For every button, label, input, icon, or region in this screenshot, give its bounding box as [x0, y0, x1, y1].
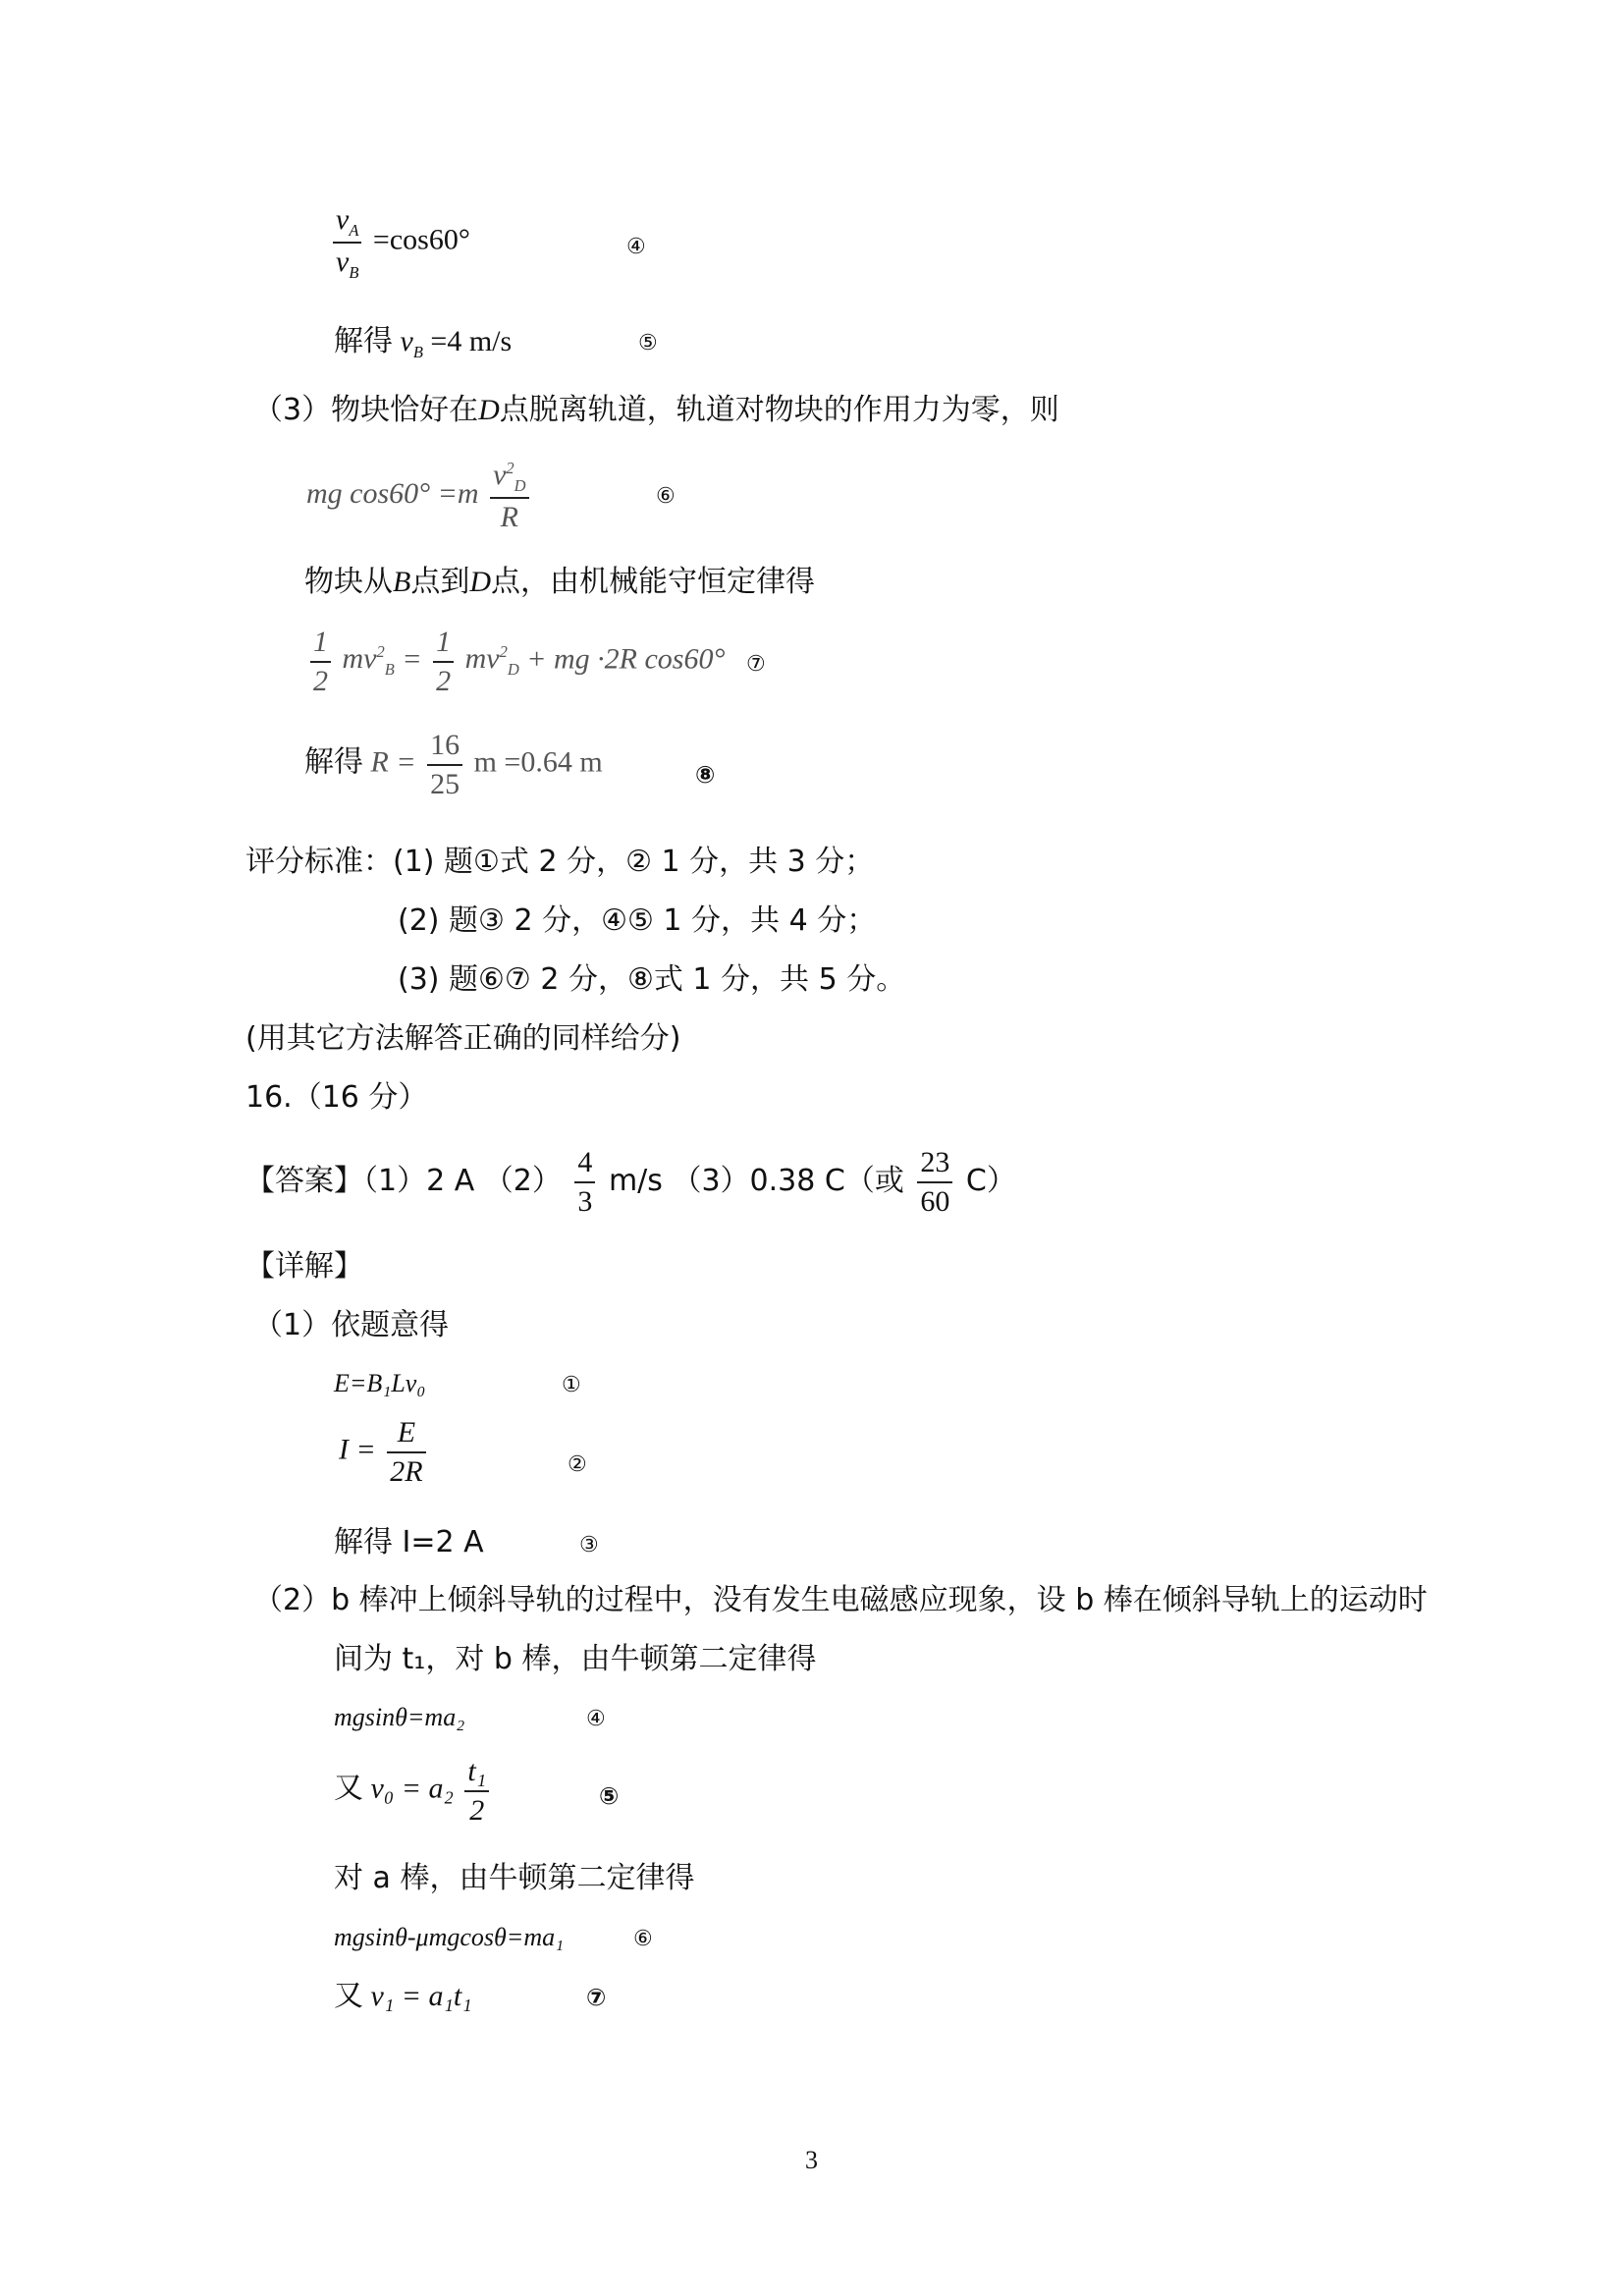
- eq-number-1: ①: [562, 1372, 581, 1396]
- fraction-half-a: [310, 624, 331, 699]
- frac-num: t₁: [467, 1755, 487, 1787]
- text-b: 点脱离轨道，轨道对物块的作用力为零，则: [499, 393, 1059, 427]
- frac-num: 16: [430, 729, 460, 761]
- page-number: 3: [805, 2146, 818, 2174]
- eq-v0: [334, 1753, 493, 1829]
- r-symbol: R =: [370, 745, 416, 779]
- fraction-16-25: [427, 727, 462, 802]
- eq-v1: [334, 1979, 472, 2014]
- solve-i: 解得 I=2 A: [334, 1525, 484, 1559]
- eq-centripetal: [306, 457, 533, 535]
- point-d: D: [469, 566, 491, 598]
- point-d: D: [478, 394, 500, 426]
- eq-number-4: ④: [626, 234, 646, 258]
- frac-num: 1: [313, 626, 328, 658]
- lhs: I =: [339, 1433, 376, 1466]
- eq-emf: E=B₁Lv₀: [334, 1369, 426, 1397]
- answer-line: [245, 1144, 1016, 1220]
- frac-den: 2: [464, 1790, 489, 1830]
- eq-va-vb: [329, 201, 470, 283]
- text-a: 物块从: [304, 565, 393, 599]
- fraction-half-b: [433, 624, 454, 699]
- scoring-3: (3) 题⑥⑦ 2 分，⑧式 1 分，共 5 分。: [398, 962, 906, 997]
- tail: + mg ·2R cos60°: [526, 642, 726, 676]
- eq-number-3: ③: [579, 1532, 599, 1557]
- eq-number-7b: ⑦: [586, 1984, 607, 2011]
- eq-rhs: =cos60°: [372, 223, 470, 256]
- frac-den: 3: [574, 1181, 595, 1221]
- part3-intro: [253, 393, 1059, 428]
- frac-num: 23: [920, 1146, 950, 1178]
- scoring-note: (用其它方法解答正确的同样给分): [245, 1021, 681, 1056]
- also-label: 又: [334, 1979, 363, 2013]
- answer-a: 【答案】（1）2 A （2）: [245, 1164, 562, 1198]
- equals: =: [402, 642, 422, 676]
- frac-num: 1: [436, 626, 452, 658]
- frac-num: $v_A$: [336, 203, 359, 240]
- frac-den: R: [490, 497, 529, 536]
- frac-num: $v^2_D$: [493, 459, 526, 495]
- detail-title: 【详解】: [245, 1249, 363, 1284]
- eq-number-4b: ④: [586, 1706, 606, 1730]
- eq-number-5: ⑤: [638, 330, 658, 355]
- point-b: B: [393, 566, 411, 598]
- eq-a-newton: mgsinθ-μmgcosθ=ma₁: [334, 1923, 565, 1951]
- text-b: 点到: [410, 565, 470, 599]
- eq-number-6: ⑥: [656, 483, 676, 508]
- vb-value: =4 m/s: [430, 325, 513, 357]
- frac-den: 2: [310, 661, 331, 700]
- scoring-1: 评分标准：(1) 题①式 2 分，② 1 分，共 3 分；: [245, 845, 875, 879]
- also-label: 又: [334, 1771, 363, 1806]
- rhs: v₁ = a₁t₁: [370, 1980, 472, 2012]
- mvb2: $mv^2_B$: [342, 642, 395, 680]
- r-value: m =0.64 m: [473, 745, 603, 779]
- eq-number-7: ⑦: [746, 651, 766, 676]
- answer-b: m/s （3）0.38 C（或: [608, 1164, 904, 1198]
- eq-b-newton: mgsinθ=ma₂: [334, 1703, 465, 1731]
- lhs: v₀ = a₂: [370, 1772, 454, 1805]
- eq-number-6b: ⑥: [633, 1926, 653, 1950]
- frac-den: 2R: [387, 1451, 425, 1491]
- eq-number-5b: ⑤: [599, 1782, 620, 1810]
- fraction-t1-2: [464, 1753, 489, 1829]
- fraction-23-60: [917, 1144, 952, 1220]
- fraction-4-3: [574, 1144, 595, 1220]
- energy-intro: [304, 565, 815, 600]
- part1-intro: （1）依题意得: [253, 1308, 450, 1342]
- text-c: 点，由机械能守恒定律得: [491, 565, 815, 599]
- lhs: mg cos60° =m: [306, 476, 479, 510]
- solve-label: 解得: [304, 744, 363, 780]
- scoring-2: (2) 题③ 2 分，④⑤ 1 分，共 4 分；: [398, 903, 877, 938]
- solve-label: 解得: [334, 324, 393, 358]
- frac-den: 25: [427, 764, 462, 803]
- eq-number-2: ②: [568, 1451, 587, 1476]
- frac-den: 60: [917, 1181, 952, 1221]
- fraction-vd2-r: [490, 457, 529, 535]
- solve-vb: [334, 324, 512, 362]
- mvd2: $mv^2_D$: [464, 642, 519, 680]
- a-rod-intro: 对 a 棒，由牛顿第二定律得: [334, 1861, 695, 1895]
- solve-r: [304, 727, 603, 802]
- part2-intro-cont: 间为 t₁，对 b 棒，由牛顿第二定律得: [334, 1642, 817, 1676]
- frac-num: 4: [577, 1146, 593, 1178]
- problem-16-title: 16.（16 分）: [245, 1080, 428, 1115]
- frac-num: E: [397, 1416, 416, 1449]
- vb-symbol: $v_B$: [400, 325, 423, 361]
- eq-energy: [306, 624, 725, 699]
- fraction-va-vb: [333, 201, 361, 283]
- eq-number-8: ⑧: [695, 761, 716, 789]
- answer-c: C）: [965, 1164, 1016, 1198]
- frac-den: $v_B$: [333, 242, 361, 284]
- eq-current: [339, 1414, 430, 1490]
- fraction-e-2r: [387, 1414, 425, 1490]
- frac-den: 2: [433, 661, 454, 700]
- part2-intro: （2）b 棒冲上倾斜导轨的过程中，没有发生电磁感应现象，设 b 棒在倾斜导轨上的运动时: [253, 1583, 1428, 1617]
- text-a: （3）物块恰好在: [253, 393, 479, 427]
